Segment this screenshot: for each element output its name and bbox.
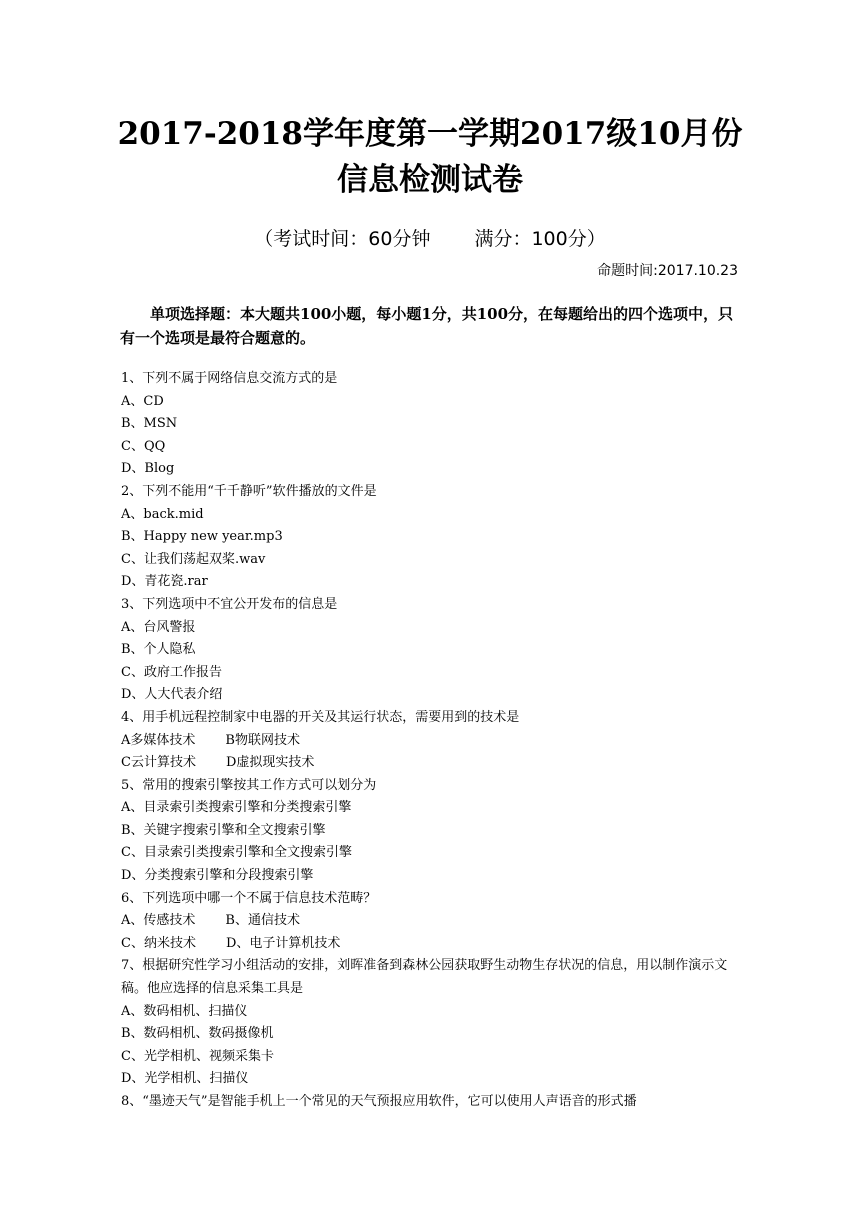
question-option: A、CD bbox=[121, 393, 164, 409]
question-option: A、传感技术 bbox=[121, 913, 196, 929]
question-option: A、数码相机、扫描仪 bbox=[121, 1003, 248, 1019]
question-stem: 8、“墨迹天气”是智能手机上一个常见的天气预报应用软件，它可以使用人声语音的形式播 bbox=[121, 1094, 637, 1109]
question-stem: 1、下列不属于网络信息交流方式的是 bbox=[121, 371, 338, 386]
question-stem: 2、下列不能用“千千静听”软件播放的文件是 bbox=[121, 483, 377, 499]
question-option: C云计算技术 bbox=[121, 755, 196, 771]
question-stem: 5、常用的搜索引擎按其工作方式可以划分为 bbox=[121, 777, 377, 793]
question-stem: 7、根据研究性学习小组活动的安排，刘晖准备到森林公园获取野生动物生存状况的信息，用以制作演示文稿。他应选择的信息采集工具是 bbox=[121, 958, 728, 997]
question-option-pair bbox=[121, 933, 743, 956]
question-option: D虚拟现实技术 bbox=[225, 755, 315, 771]
question-stem: 4、用手机远程控制家中电器的开关及其运行状态，需要用到的技术是 bbox=[121, 709, 520, 725]
exam-title-line2: 信息检测试卷 bbox=[337, 162, 523, 198]
question-option: D、分类搜索引擎和分段搜索引擎 bbox=[121, 868, 314, 884]
instructions: 单项选择题：本大题共100小题，每小题1分，共100分，在每题给出的四个选项中，只有一个选项是最符合题意的。 bbox=[120, 305, 734, 347]
exam-title-line1: 2017-2018学年度第一学期2017级10月份 bbox=[117, 116, 743, 152]
question-option: A多媒体技术 bbox=[121, 732, 196, 748]
question-stem: 6、下列选项中哪一个不属于信息技术范畴？ bbox=[121, 890, 377, 906]
question-option: D、电子计算机技术 bbox=[225, 935, 341, 951]
question-stem: 3、下列选项中不宜公开发布的信息是 bbox=[121, 596, 338, 612]
question-option: D、Blog bbox=[121, 461, 175, 477]
question-option: C、让我们荡起双桨.wav bbox=[121, 551, 266, 567]
question-option: B、MSN bbox=[121, 416, 178, 432]
question-option: D、青花瓷.rar bbox=[121, 574, 208, 590]
question-option: C、光学相机、视频采集卡 bbox=[121, 1048, 274, 1064]
question-option-pair bbox=[121, 910, 743, 933]
exam-time: （考试时间：60分钟 bbox=[254, 228, 431, 250]
question-option: C、政府工作报告 bbox=[121, 664, 222, 680]
question-option-pair bbox=[121, 752, 743, 775]
question-option: D、光学相机、扫描仪 bbox=[121, 1071, 249, 1087]
question-option: C、目录索引类搜索引擎和全文搜索引擎 bbox=[121, 845, 352, 861]
question-option: C、QQ bbox=[121, 438, 166, 454]
question-option: C、纳米技术 bbox=[121, 935, 196, 951]
question-option: B、通信技术 bbox=[225, 913, 300, 929]
question-option: A、台风警报 bbox=[121, 619, 196, 635]
exam-info bbox=[0, 224, 860, 251]
question-option: B、个人隐私 bbox=[121, 642, 196, 658]
question-option: A、目录索引类搜索引擎和分类搜索引擎 bbox=[121, 800, 352, 816]
question-list bbox=[121, 368, 743, 1114]
question-option: B、数码相机、数码摄像机 bbox=[121, 1026, 274, 1042]
exam-date: 命题时间:2017.10.23 bbox=[597, 263, 738, 279]
question-option-pair bbox=[121, 730, 743, 753]
question-option: B物联网技术 bbox=[225, 732, 300, 748]
question-option: D、人大代表介绍 bbox=[121, 687, 223, 703]
question-option: B、关键字搜索引擎和全文搜索引擎 bbox=[121, 822, 326, 838]
question-option: B、Happy new year.mp3 bbox=[121, 529, 283, 545]
full-score: 满分：100分） bbox=[474, 228, 606, 250]
question-option: A、back.mid bbox=[121, 506, 204, 522]
